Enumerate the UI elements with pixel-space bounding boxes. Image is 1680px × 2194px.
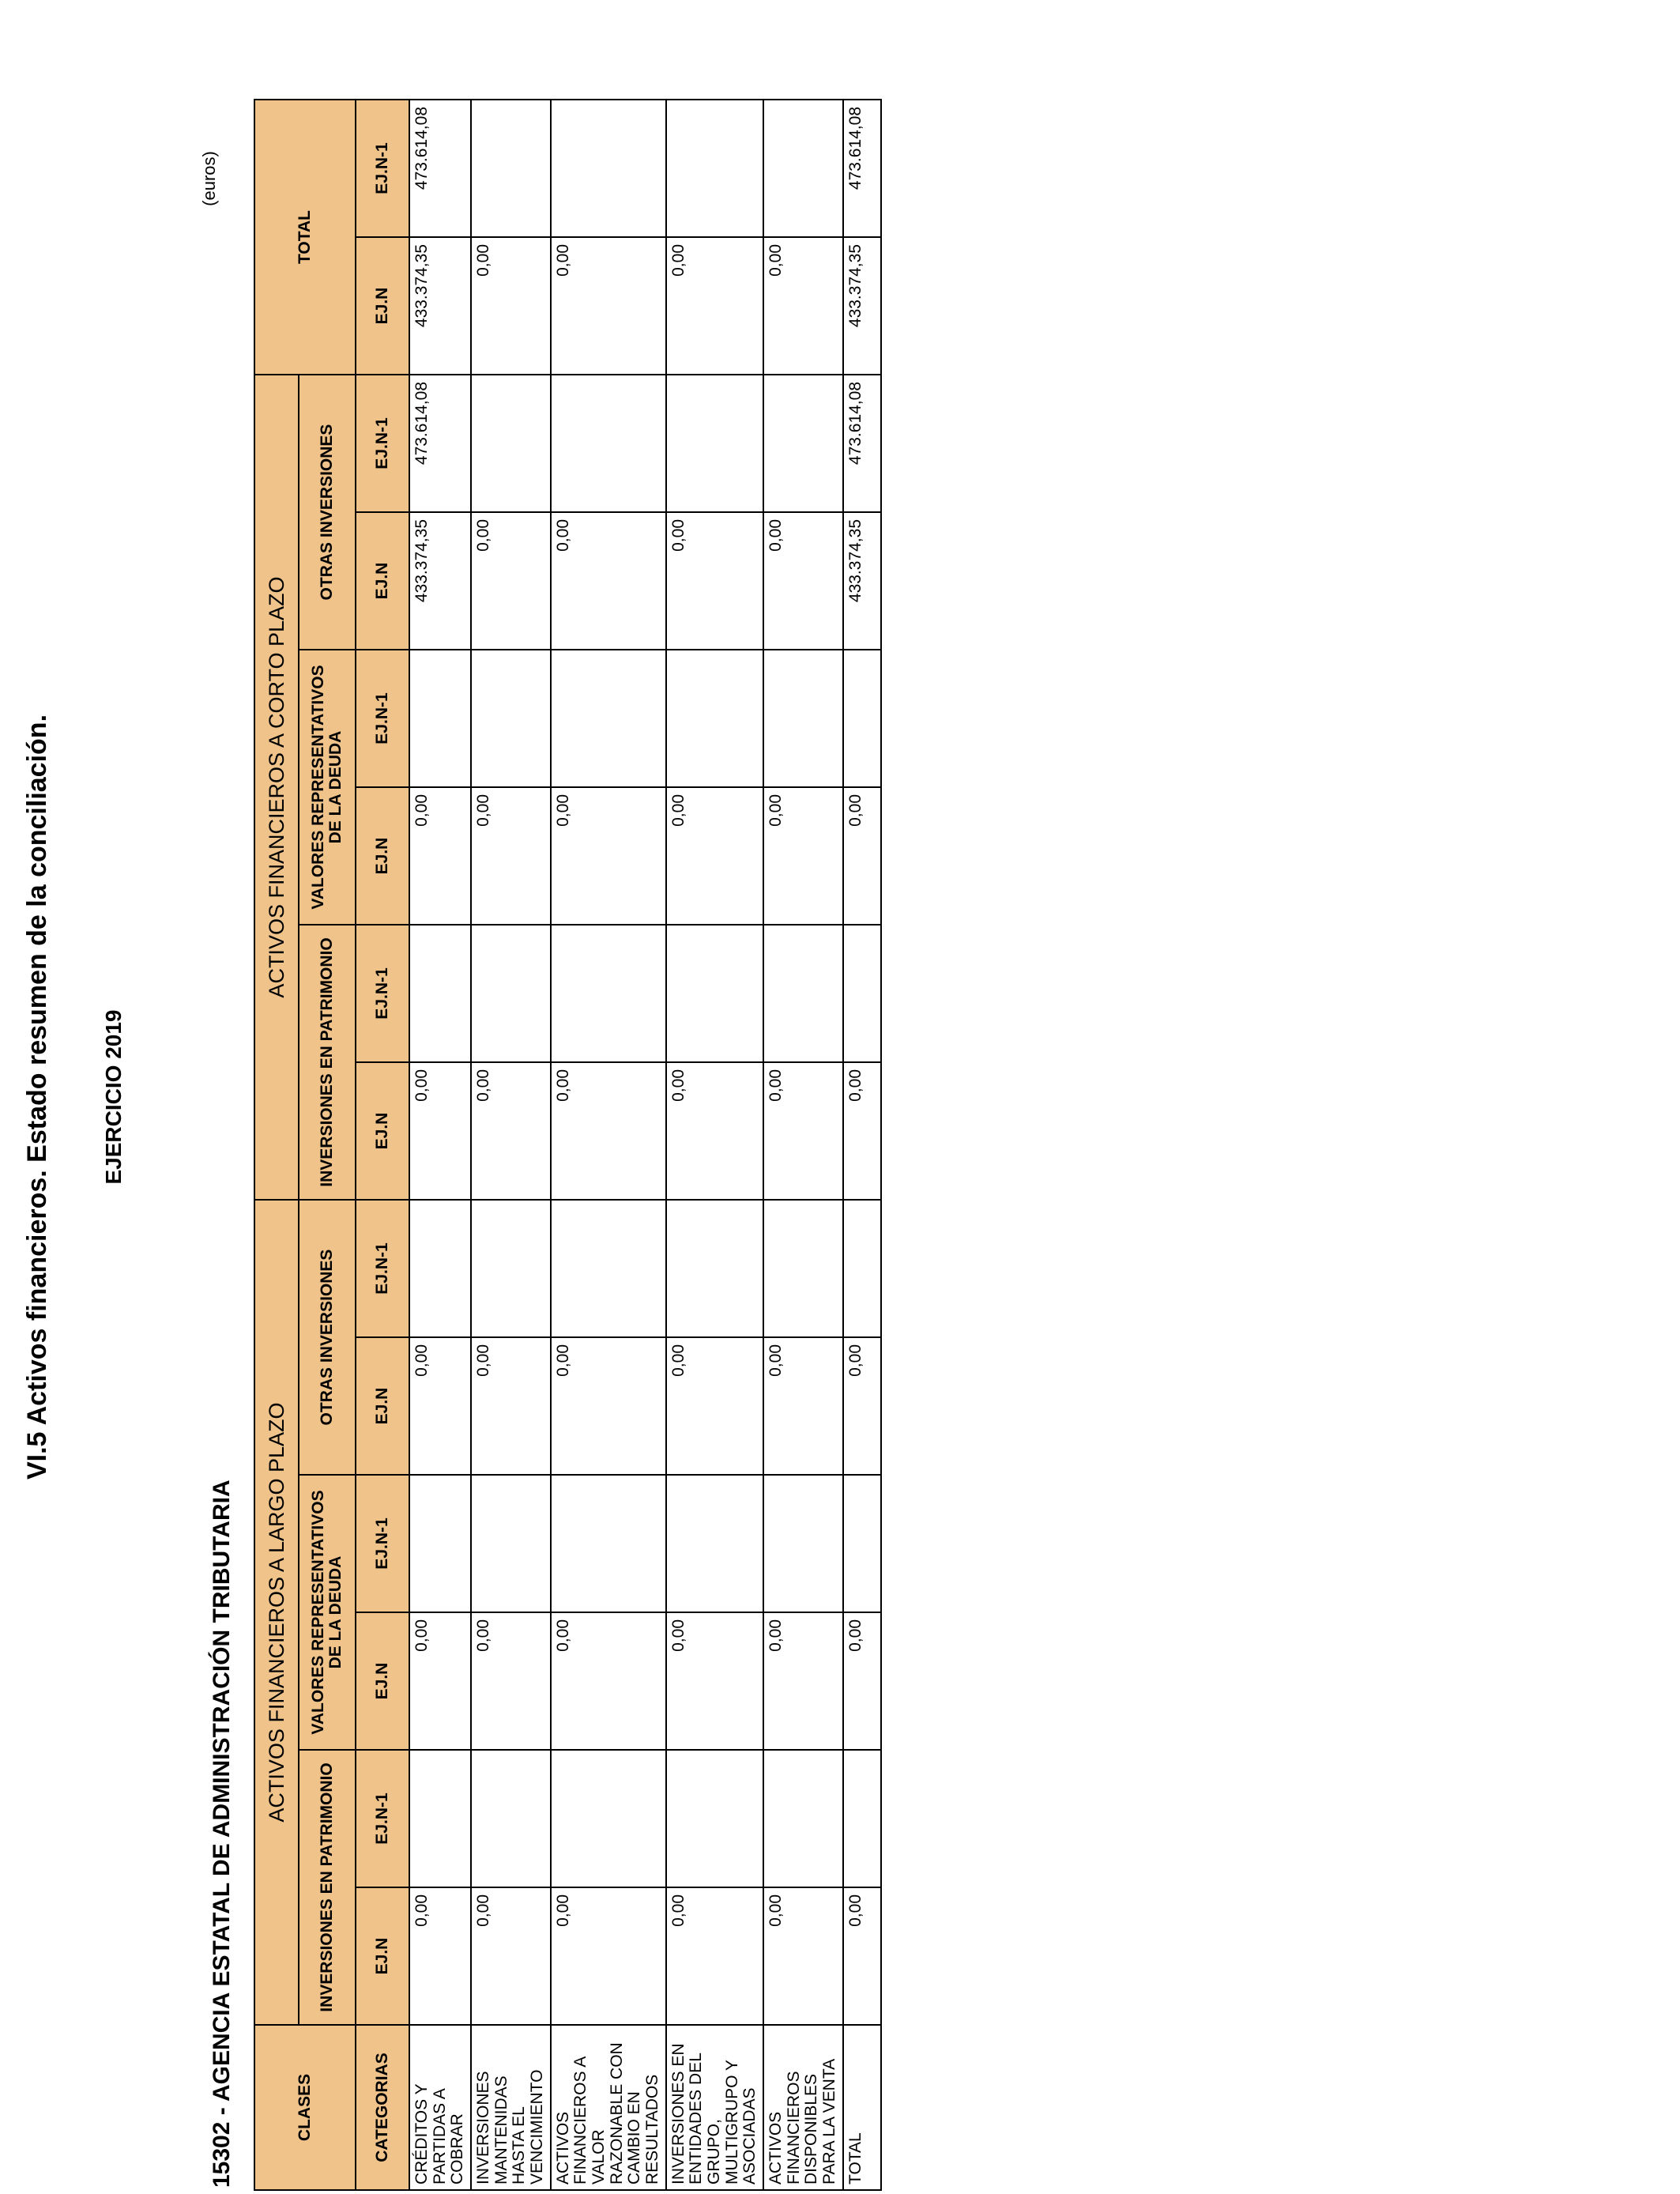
cell-value: 0,00 [551, 787, 666, 925]
categorias-header: CATEGORIAS [356, 2025, 409, 2190]
cell-value [471, 1750, 551, 1887]
cell-value: 433.374,35 [409, 512, 471, 650]
cell-value [666, 1750, 763, 1887]
cell-value: 0,00 [409, 787, 471, 925]
cell-value [409, 1200, 471, 1337]
cell-value: 0,00 [843, 1612, 881, 1750]
clases-header: CLASES [254, 2025, 356, 2190]
group-largo-plazo-header: ACTIVOS FINANCIEROS A LARGO PLAZO [254, 1200, 299, 2025]
lp-inversiones-patrimonio-header: INVERSIONES EN PATRIMONIO [299, 1750, 356, 2025]
row-category: ACTIVOS FINANCIEROS A VALOR RAZONABLE CON CAMBIO EN RESULTADOS [551, 2025, 666, 2190]
cell-value [843, 1200, 881, 1337]
cell-value: 433.374,35 [409, 237, 471, 375]
cell-value: 0,00 [409, 1887, 471, 2025]
lp-otras-inversiones-header: OTRAS INVERSIONES [299, 1200, 356, 1475]
cell-value: 0,00 [471, 512, 551, 650]
cell-value [763, 1200, 843, 1337]
cell-value: 0,00 [551, 1337, 666, 1475]
cell-value: 0,00 [843, 787, 881, 925]
cell-value [763, 1750, 843, 1887]
cell-value [551, 1200, 666, 1337]
cell-value [471, 100, 551, 237]
cell-value: 0,00 [843, 1887, 881, 2025]
cell-value: 0,00 [409, 1337, 471, 1475]
cell-value: 0,00 [409, 1062, 471, 1200]
lp-valores-deuda-header: VALORES REPRESENTATIVOS DE LA DEUDA [299, 1475, 356, 1750]
cell-value: 0,00 [666, 787, 763, 925]
cell-value: 0,00 [471, 1887, 551, 2025]
cell-value: 0,00 [763, 512, 843, 650]
col-ej-n1: EJ.N-1 [356, 925, 409, 1062]
col-ej-n: EJ.N [356, 1612, 409, 1750]
cell-value: 473.614,08 [843, 100, 881, 237]
total-group-header: TOTAL [254, 100, 356, 375]
entity-name: 15302 - AGENCIA ESTATAL DE ADMINISTRACIÓN TRIBUTARIA [209, 1480, 235, 2188]
col-ej-n: EJ.N [356, 787, 409, 925]
cell-value: 0,00 [551, 1612, 666, 1750]
cell-value: 433.374,35 [843, 237, 881, 375]
cell-value: 433.374,35 [843, 512, 881, 650]
cell-value: 0,00 [666, 1062, 763, 1200]
cell-value [471, 925, 551, 1062]
cell-value [763, 375, 843, 512]
cell-value: 0,00 [763, 1612, 843, 1750]
col-ej-n1: EJ.N-1 [356, 100, 409, 237]
cell-value [471, 1200, 551, 1337]
cell-value: 0,00 [843, 1062, 881, 1200]
cell-value [471, 650, 551, 787]
cell-value: 0,00 [763, 237, 843, 375]
cell-value: 0,00 [763, 1337, 843, 1475]
cell-value [551, 1750, 666, 1887]
cp-otras-inversiones-header: OTRAS INVERSIONES [299, 375, 356, 650]
cell-value: 0,00 [666, 1887, 763, 2025]
document-title: VI.5 Activos financieros. Estado resumen de la conciliación. [22, 714, 52, 1480]
cell-value [763, 650, 843, 787]
cell-value [551, 650, 666, 787]
table-row [409, 100, 471, 2190]
col-ej-n: EJ.N [356, 237, 409, 375]
table-row [471, 100, 551, 2190]
table-row [763, 100, 843, 2190]
col-ej-n: EJ.N [356, 1062, 409, 1200]
cell-value [666, 1475, 763, 1612]
units-label: (euros) [199, 151, 219, 206]
cp-valores-deuda-header: VALORES REPRESENTATIVOS DE LA DEUDA [299, 650, 356, 925]
cell-value [666, 375, 763, 512]
cp-inversiones-patrimonio-header: INVERSIONES EN PATRIMONIO [299, 925, 356, 1200]
cell-value: 0,00 [471, 1337, 551, 1475]
cell-value [409, 1475, 471, 1612]
cell-value: 0,00 [666, 1612, 763, 1750]
cell-value [409, 925, 471, 1062]
cell-value: 0,00 [763, 1062, 843, 1200]
cell-value [763, 1475, 843, 1612]
col-ej-n1: EJ.N-1 [356, 650, 409, 787]
cell-value [551, 375, 666, 512]
col-ej-n: EJ.N [356, 1337, 409, 1475]
reconciliation-table [254, 99, 882, 2191]
cell-value: 473.614,08 [843, 375, 881, 512]
cell-value: 0,00 [666, 512, 763, 650]
cell-value: 0,00 [471, 1612, 551, 1750]
table-row [551, 100, 666, 2190]
cell-value [763, 100, 843, 237]
cell-value: 0,00 [471, 787, 551, 925]
cell-value [409, 650, 471, 787]
cell-value [843, 1750, 881, 1887]
cell-value: 0,00 [843, 1337, 881, 1475]
row-category: TOTAL [843, 2025, 881, 2190]
cell-value: 473.614,08 [409, 100, 471, 237]
cell-value: 0,00 [551, 512, 666, 650]
cell-value: 0,00 [471, 1062, 551, 1200]
cell-value: 0,00 [409, 1612, 471, 1750]
cell-value [843, 925, 881, 1062]
cell-value [666, 1200, 763, 1337]
group-corto-plazo-header: ACTIVOS FINANCIEROS A CORTO PLAZO [254, 375, 299, 1200]
cell-value: 0,00 [551, 1887, 666, 2025]
cell-value [666, 925, 763, 1062]
col-ej-n1: EJ.N-1 [356, 1200, 409, 1337]
cell-value: 0,00 [763, 787, 843, 925]
col-ej-n1: EJ.N-1 [356, 1475, 409, 1612]
cell-value: 473.614,08 [409, 375, 471, 512]
cell-value [666, 650, 763, 787]
cell-value [763, 925, 843, 1062]
row-category: INVERSIONES EN ENTIDADES DEL GRUPO, MULTIGRUPO Y ASOCIADAS [666, 2025, 763, 2190]
col-ej-n1: EJ.N-1 [356, 1750, 409, 1887]
cell-value: 0,00 [551, 237, 666, 375]
cell-value: 0,00 [471, 237, 551, 375]
cell-value [409, 1750, 471, 1887]
cell-value [551, 925, 666, 1062]
col-ej-n1: EJ.N-1 [356, 375, 409, 512]
col-ej-n: EJ.N [356, 1887, 409, 2025]
cell-value: 0,00 [551, 1062, 666, 1200]
total-row [843, 100, 881, 2190]
document-subtitle: EJERCICIO 2019 [101, 1009, 126, 1185]
cell-value: 0,00 [666, 237, 763, 375]
cell-value: 0,00 [763, 1887, 843, 2025]
cell-value [843, 1475, 881, 1612]
table-row [666, 100, 763, 2190]
table-wrapper [254, 99, 882, 2191]
cell-value [471, 375, 551, 512]
cell-value [551, 100, 666, 237]
cell-value [471, 1475, 551, 1612]
cell-value [843, 650, 881, 787]
row-category: INVERSIONES MANTENIDAS HASTA EL VENCIMIENTO [471, 2025, 551, 2190]
row-category: CRÉDITOS Y PARTIDAS A COBRAR [409, 2025, 471, 2190]
row-category: ACTIVOS FINANCIEROS DISPONIBLES PARA LA VENTA [763, 2025, 843, 2190]
cell-value [666, 100, 763, 237]
cell-value [551, 1475, 666, 1612]
col-ej-n: EJ.N [356, 512, 409, 650]
cell-value: 0,00 [666, 1337, 763, 1475]
